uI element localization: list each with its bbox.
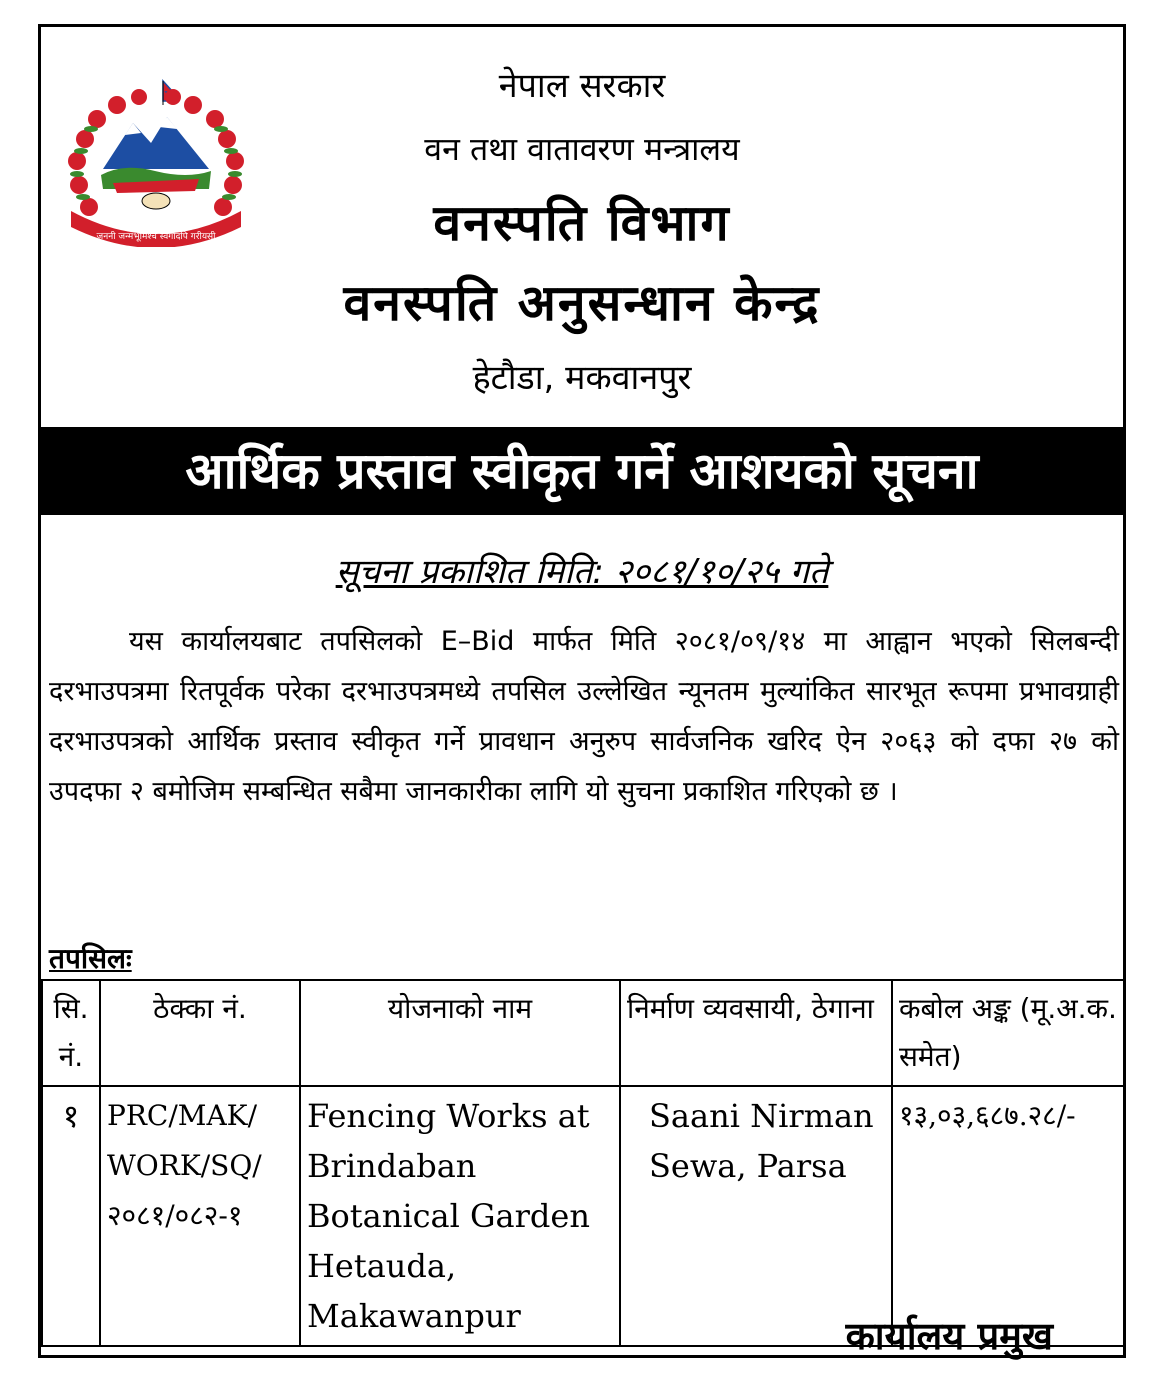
cell-amount: १३,०३,६८७.२८/-: [892, 1086, 1124, 1346]
cell-project-name: Fencing Works at Brindaban Botanical Garden Hetauda, Makawanpur: [300, 1086, 620, 1346]
ministry-name: वन तथा वातावरण मन्त्रालय: [424, 130, 740, 168]
header-project-name: योजनाको नाम: [300, 980, 620, 1086]
header-amount: कबोल अङ्क (मू.अ.क. समेत): [892, 980, 1124, 1086]
cell-contract-no: PRC/MAK/ WORK/SQ/ २०८१/०८२-१: [100, 1086, 300, 1346]
published-date: सूचना प्रकाशित मिति: २०८१/१०/२५ गते: [335, 552, 829, 592]
header-contract-no: ठेक्का नं.: [100, 980, 300, 1086]
department-name: वनस्पति विभाग: [433, 194, 731, 252]
emblem-motto: जननी जन्मभूमिश्च स्वर्गादपि गरीयसी: [96, 232, 216, 242]
government-name: नेपाल सरकार: [498, 66, 666, 106]
office-name: वनस्पति अनुसन्धान केन्द्र: [343, 274, 821, 332]
office-address: हेटौडा, मकवानपुर: [472, 358, 692, 398]
table-header-row: [42, 980, 1124, 1086]
table-row: [42, 1086, 1124, 1346]
header-contractor: निर्माण व्यवसायी, ठेगाना: [620, 980, 892, 1086]
schedule-table: [41, 979, 1125, 1347]
notice-paragraph: यस कार्यालयबाट तपसिलको E–Bid मार्फत मिति २०८१/०९/१४ मा आह्वान भएको सिलबन्दी दरभाउपत्रमा रितपूर्वक परेका दरभाउपत्रमध्ये तपसिल उल्लेखित न्यूनतम मुल्यांकित सारभूत रूपमा प्रभावग्राही दरभाउपत्रको आर्थिक प्रस्ताव स्वीकृत गर्ने प्रावधान अनुरुप सार्वजनिक खरिद ऐन २०६३ को दफा २७ को उपदफा २ बमोजिम सम्बन्धित सबैमा जानकारीका लागि यो सुचना प्रकाशित गरिएको छ ।: [49, 626, 1119, 807]
header-sn: सि. नं.: [42, 980, 100, 1086]
cell-sn: १: [42, 1086, 100, 1346]
schedule-label: तपसिलः: [49, 942, 132, 975]
cell-contractor: Saani Nirman Sewa, Parsa: [620, 1086, 892, 1346]
notice-body: [49, 617, 1119, 817]
notice-frame: [38, 24, 1126, 1358]
notice-title: आर्थिक प्रस्ताव स्वीकृत गर्ने आशयको सूचना: [41, 427, 1123, 515]
office-chief-signoff: कार्यालय प्रमुख: [845, 1314, 1053, 1358]
